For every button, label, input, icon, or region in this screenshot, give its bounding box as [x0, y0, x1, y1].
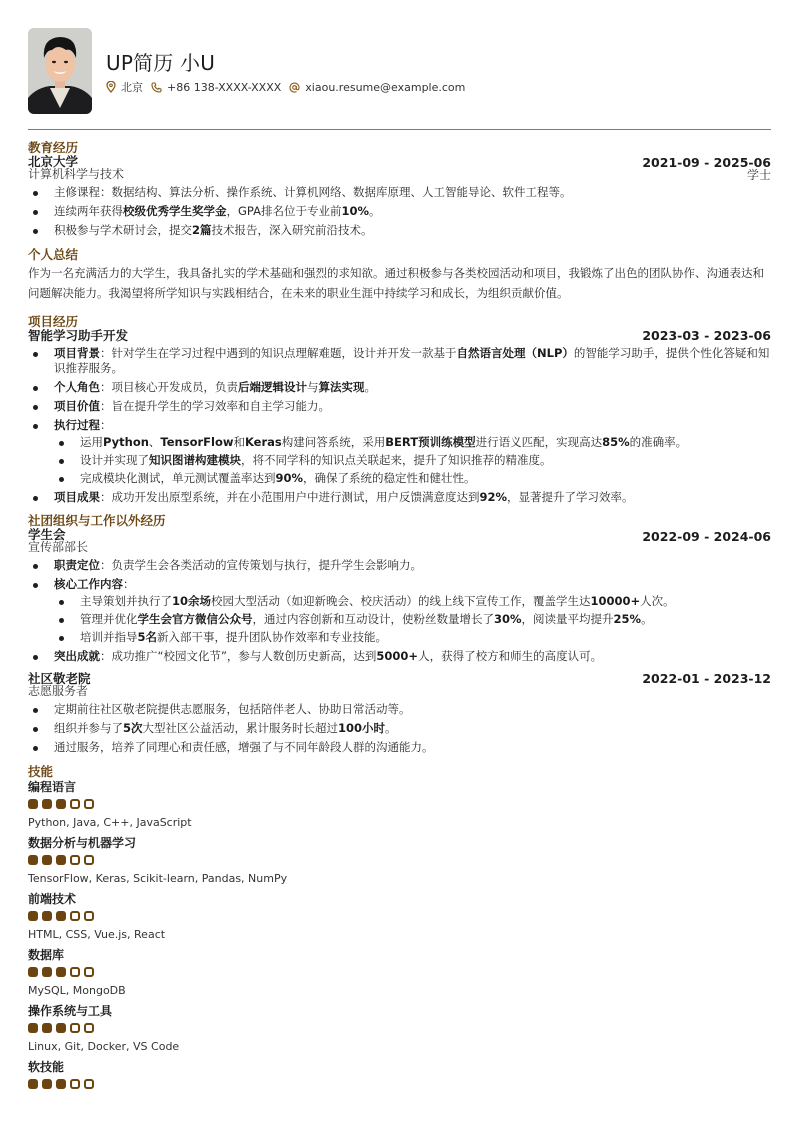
bullet-text: ，通过内容创新和互动设计，使粉丝数量增长了	[252, 612, 494, 626]
bullet-text: 和	[233, 435, 245, 449]
rating-dot-empty-icon	[84, 799, 94, 809]
list-item	[54, 453, 771, 468]
sub-bullets	[54, 435, 771, 486]
project-name: 智能学习助手开发	[28, 328, 129, 343]
highlight-text: 5名	[137, 630, 158, 644]
rating-dot-empty-icon	[70, 1023, 80, 1033]
list-item	[28, 399, 771, 414]
highlight-text: 92%	[479, 490, 508, 504]
bullet-text: ，阅读量平均提升	[521, 612, 614, 626]
bullet-text: ，确保了系统的稳定性和健壮性。	[303, 471, 476, 485]
list-item	[28, 702, 771, 717]
bullet-text: 定期前往社区敬老院提供志愿服务，包括陪伴老人、协助日常活动等。	[54, 702, 411, 716]
highlight-text: 5次	[123, 721, 143, 735]
skills-section	[28, 765, 771, 1090]
rating-dot-filled-icon	[28, 799, 38, 809]
highlight-text: 项目价值	[54, 399, 100, 413]
rating-dot-filled-icon	[42, 911, 52, 921]
bullet-text: 新入部干事，提升团队协作效率和专业技能。	[157, 630, 388, 644]
bullet-text: 运用	[80, 435, 103, 449]
highlight-text: Keras	[244, 435, 282, 449]
rating-dot-filled-icon	[28, 855, 38, 865]
activity-nursing-home	[28, 672, 771, 755]
highlight-text: 2篇	[192, 223, 212, 237]
bullet-text: 组织并参与了	[54, 721, 123, 735]
list-item	[28, 740, 771, 755]
bullet-text: 完成模块化测试，单元测试覆盖率达到	[80, 471, 276, 485]
bullet-text: 主修课程：数据结构、算法分析、操作系统、计算机网络、数据库原理、人工智能导论、软件工程等。	[54, 185, 572, 199]
resume-header	[28, 0, 771, 130]
rating-dot-filled-icon	[56, 799, 66, 809]
major: 计算机科学与技术	[28, 167, 125, 181]
highlight-text: 90%	[275, 471, 304, 485]
skill-description: Python, Java, C++, JavaScript	[28, 816, 192, 829]
highlight-text: 5000+	[376, 649, 419, 663]
highlight-text: 个人角色	[54, 380, 100, 394]
summary-text: 作为一名充满活力的大学生，我具备扎实的学术基础和强烈的求知欲。通过积极参与各类校园活动和项目，我锻炼了出色的团队协作、沟通表达和问题解决能力。我渴望将所学知识与实践相结合，在未来的职业生涯中持续学习和成长，为组织贡献价值。	[28, 266, 764, 300]
summary-section	[28, 248, 771, 303]
education-section	[28, 141, 771, 238]
list-item	[28, 577, 771, 645]
activity-student-union	[28, 528, 771, 664]
skill-rating	[28, 855, 771, 866]
highlight-text: TensorFlow	[160, 435, 234, 449]
bullet-text: 。	[641, 612, 653, 626]
bullet-text: 构建问答系统，采用	[281, 435, 386, 449]
skill-name: 数据库	[28, 948, 65, 962]
highlight-text: 职责定位	[54, 558, 100, 572]
skill-rating	[28, 1079, 771, 1090]
rating-dot-empty-icon	[84, 1079, 94, 1089]
bullet-text: ：成功推广“校园文化节”，参与人数创历史新高，达到	[100, 649, 377, 663]
bullet-text: 积极参与学术研讨会，提交	[54, 223, 192, 237]
skill-rating	[28, 967, 771, 978]
rating-dot-filled-icon	[42, 799, 52, 809]
highlight-text: 执行过程	[54, 418, 100, 432]
highlight-text: 10%	[341, 204, 370, 218]
person-portrait-icon	[28, 28, 92, 114]
bullet-text: ，将不同学科的知识点关联起来，提升了知识推荐的精准度。	[241, 453, 552, 467]
list-item	[54, 471, 771, 486]
sub-bullets	[54, 594, 771, 645]
bullet-text: 与	[307, 380, 319, 394]
rating-dot-empty-icon	[84, 911, 94, 921]
highlight-text: BERT预训练模型	[385, 435, 476, 449]
rating-dot-filled-icon	[28, 967, 38, 977]
education-date: 2021-09 - 2025-06	[642, 155, 771, 170]
list-item	[28, 185, 771, 200]
highlight-text: 校级优秀学生奖学金	[123, 204, 227, 218]
bullet-text: ：旨在提升学生的学习效率和自主学习能力。	[100, 399, 330, 413]
highlight-text: 学生会官方微信公众号	[137, 612, 253, 626]
highlight-text: 项目成果	[54, 490, 100, 504]
bullet-text: 技术报告，深入研究前沿技术。	[211, 223, 373, 237]
rating-dot-filled-icon	[56, 911, 66, 921]
rating-dot-empty-icon	[84, 967, 94, 977]
section-title-summary: 个人总结	[28, 247, 79, 262]
bullet-text: 大型社区公益活动，累计服务时长超过	[142, 721, 339, 735]
bullet-text: ，显著提升了学习效率。	[507, 490, 634, 504]
bullet-text: ：项目核心开发成员，负责	[100, 380, 238, 394]
skill-name: 编程语言	[28, 780, 77, 794]
skill-item	[28, 1004, 771, 1054]
project-bullets	[28, 346, 771, 505]
skill-rating	[28, 799, 771, 810]
rating-dot-filled-icon	[56, 967, 66, 977]
rating-dot-empty-icon	[70, 1079, 80, 1089]
highlight-text: 10余场	[172, 594, 212, 608]
skill-item	[28, 1060, 771, 1090]
highlight-text: 10000+	[590, 594, 641, 608]
rating-dot-filled-icon	[56, 1023, 66, 1033]
list-item	[28, 418, 771, 486]
skill-name: 前端技术	[28, 892, 77, 906]
skill-item	[28, 948, 771, 998]
bullet-text: 进行语义匹配，实现高达	[475, 435, 603, 449]
education-bullets	[28, 185, 771, 238]
projects-section	[28, 315, 771, 505]
activity-date: 2022-01 - 2023-12	[642, 671, 771, 686]
rating-dot-filled-icon	[28, 911, 38, 921]
highlight-text: 自然语言处理（NLP）	[456, 346, 574, 360]
highlight-text: 突出成就	[54, 649, 100, 663]
rating-dot-filled-icon	[42, 967, 52, 977]
skill-item	[28, 780, 771, 830]
section-title-activities: 社团组织与工作以外经历	[28, 513, 166, 528]
skill-description: Linux, Git, Docker, VS Code	[28, 1040, 180, 1053]
list-item	[54, 612, 771, 627]
section-title-skills: 技能	[28, 764, 54, 779]
bullet-text: ：	[100, 418, 112, 432]
activity-role: 志愿服务者	[28, 684, 89, 698]
bullet-text: 的准确率。	[629, 435, 688, 449]
phone-icon	[151, 82, 162, 93]
bullet-text: 培训并指导	[80, 630, 138, 644]
bullet-text: 主导策划并执行了	[80, 594, 172, 608]
bullet-text: 。	[364, 380, 376, 394]
skill-item	[28, 836, 771, 886]
school-name: 北京大学	[28, 154, 79, 169]
activity-org: 社区敬老院	[28, 671, 91, 686]
skills-list	[28, 780, 771, 1090]
bullet-text: 通过服务，培养了同理心和责任感，增强了与不同年龄段人群的沟通能力。	[54, 740, 434, 754]
bullet-text: ，GPA排名位于专业前	[226, 204, 342, 218]
skill-name: 软技能	[28, 1060, 65, 1074]
bullet-text: 的智能学习助手，提供个性化答疑和知识推荐服务。	[54, 346, 770, 375]
bullet-text: 、	[148, 435, 161, 449]
list-item	[28, 490, 771, 505]
rating-dot-empty-icon	[70, 911, 80, 921]
list-item	[54, 630, 771, 645]
list-item	[28, 558, 771, 573]
email-text[interactable]: xiaou.resume@example.com	[305, 80, 466, 94]
candidate-name: UP简历 小U	[106, 51, 216, 75]
resume-page	[28, 0, 771, 1090]
bullet-text: 管理并优化	[80, 612, 138, 626]
contact-phone	[151, 81, 281, 94]
phone-text[interactable]: +86 138-XXXX-XXXX	[167, 80, 282, 94]
location-pin-icon	[106, 81, 116, 93]
section-title-education: 教育经历	[28, 140, 79, 155]
bullet-text: ：针对学生在学习过程中遇到的知识点理解难题，设计并开发一款基于	[100, 346, 457, 360]
section-title-projects: 项目经历	[28, 314, 79, 329]
rating-dot-filled-icon	[56, 855, 66, 865]
list-item	[28, 721, 771, 736]
bullet-text: 人次。	[640, 594, 675, 608]
rating-dot-empty-icon	[70, 967, 80, 977]
skill-description: TensorFlow, Keras, Scikit-learn, Pandas, NumPy	[28, 872, 288, 885]
activity-org: 学生会	[28, 527, 66, 542]
rating-dot-filled-icon	[42, 1023, 52, 1033]
highlight-text: 算法实现	[318, 380, 365, 394]
list-item	[28, 223, 771, 238]
bullet-text: 连续两年获得	[54, 204, 123, 218]
bullet-text: ：成功开发出原型系统，并在小范围用户中进行测试，用户反馈满意度达到	[100, 490, 480, 504]
rating-dot-empty-icon	[84, 855, 94, 865]
skill-rating	[28, 911, 771, 922]
list-item	[28, 204, 771, 219]
activities-section	[28, 514, 771, 755]
project-date: 2023-03 - 2023-06	[642, 328, 771, 343]
skill-name: 数据分析与机器学习	[28, 836, 137, 850]
activity-role: 宣传部部长	[28, 540, 89, 554]
list-item	[54, 435, 771, 450]
bullet-text: ：	[123, 577, 135, 591]
bullet-text: 。	[385, 721, 397, 735]
rating-dot-empty-icon	[70, 855, 80, 865]
list-item	[28, 649, 771, 664]
rating-dot-filled-icon	[28, 1079, 38, 1089]
highlight-text: 30%	[494, 612, 522, 626]
avatar-photo	[28, 28, 92, 114]
skill-rating	[28, 1023, 771, 1034]
rating-dot-filled-icon	[42, 855, 52, 865]
rating-dot-filled-icon	[28, 1023, 38, 1033]
email-at-icon	[289, 82, 300, 93]
highlight-text: 25%	[613, 612, 642, 626]
degree: 学士	[746, 168, 771, 182]
activity-date: 2022-09 - 2024-06	[642, 529, 771, 544]
highlight-text: 100小时	[338, 721, 386, 735]
contact-email	[289, 81, 465, 94]
rating-dot-filled-icon	[42, 1079, 52, 1089]
list-item	[28, 380, 771, 395]
list-item	[54, 594, 771, 609]
bullet-text: 校园大型活动（如迎新晚会、校庆活动）的线上线下宣传工作，覆盖学生达	[211, 594, 591, 608]
location-text: 北京	[121, 81, 143, 94]
highlight-text: 85%	[602, 435, 630, 449]
skill-description: MySQL, MongoDB	[28, 984, 126, 997]
highlight-text: 项目背景	[54, 346, 100, 360]
bullet-text: 人，获得了校方和师生的高度认可。	[418, 649, 603, 663]
bullet-text: 。	[369, 204, 381, 218]
activity-bullets	[28, 702, 771, 755]
contact-location	[106, 79, 143, 95]
contact-info	[106, 79, 473, 95]
skill-item	[28, 892, 771, 942]
bullet-text: ：负责学生会各类活动的宣传策划与执行，提升学生会影响力。	[100, 558, 422, 572]
skill-name: 操作系统与工具	[28, 1004, 113, 1018]
bullet-text: 设计并实现了	[80, 453, 149, 467]
activity-bullets	[28, 558, 771, 664]
skill-description: HTML, CSS, Vue.js, React	[28, 928, 166, 941]
rating-dot-filled-icon	[56, 1079, 66, 1089]
rating-dot-empty-icon	[84, 1023, 94, 1033]
list-item	[28, 346, 771, 376]
header-divider	[28, 129, 771, 130]
highlight-text: Python	[103, 435, 149, 449]
rating-dot-empty-icon	[70, 799, 80, 809]
highlight-text: 核心工作内容	[54, 577, 123, 591]
highlight-text: 知识图谱构建模块	[149, 453, 241, 467]
highlight-text: 后端逻辑设计	[238, 380, 307, 394]
